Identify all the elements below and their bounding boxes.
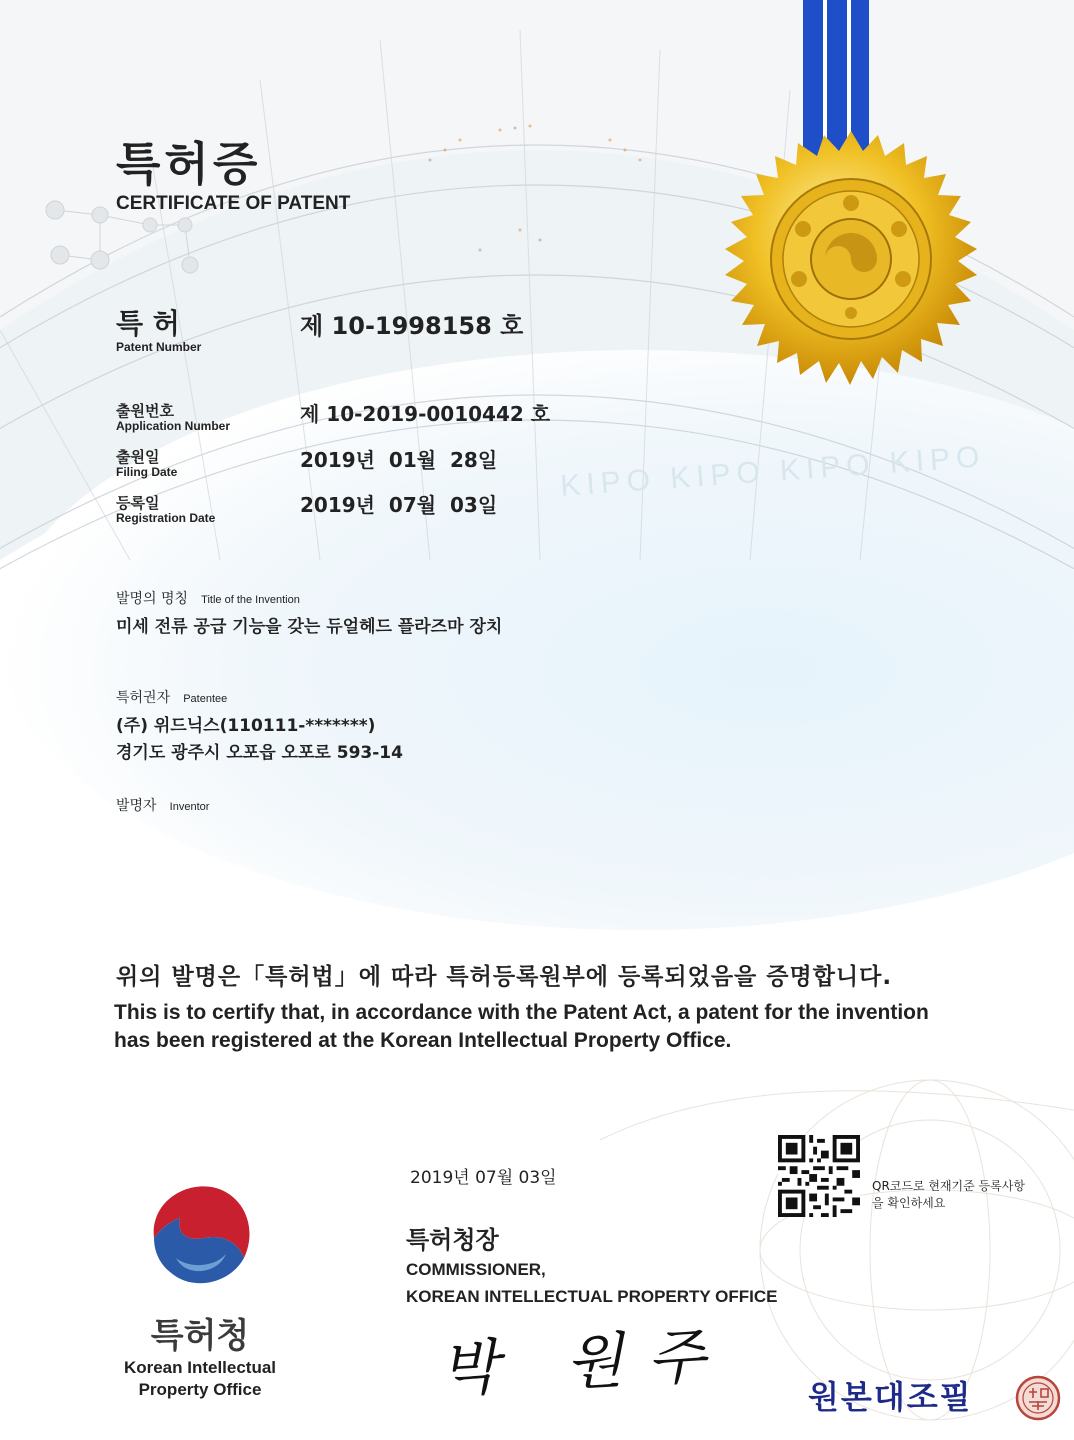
- watermark-kipo: KIPO KIPO KIPO KIPO: [559, 440, 987, 503]
- kipo-name-en-line1: Korean Intellectual: [123, 1358, 277, 1377]
- application-number-label-ko: 출원번호: [116, 402, 174, 420]
- registration-date-value: 2019년 07월 03일: [300, 493, 498, 517]
- issue-date: 2019년 07월 03일: [410, 1168, 557, 1188]
- certificate-title-en: CERTIFICATE OF PATENT: [116, 193, 351, 214]
- patentee-label: [116, 687, 227, 707]
- registration-date-label-en: Registration Date: [116, 511, 216, 525]
- certification-text-ko: 위의 발명은「특허법」에 따라 특허등록원부에 등록되었음을 증명합니다.: [116, 964, 893, 990]
- inventor-label-en: Inventor: [169, 801, 210, 813]
- commissioner-title-en-line1: COMMISSIONER,: [406, 1260, 546, 1279]
- invention-label: [116, 588, 300, 608]
- filing-date-label-ko: 출원일: [116, 448, 160, 466]
- kipo-logo-icon: [140, 1172, 264, 1296]
- invention-label-en: Title of the Invention: [201, 594, 300, 606]
- invention-label-ko: 발명의 명칭: [116, 591, 189, 607]
- patentee-label-en: Patentee: [183, 693, 228, 705]
- commissioner-signature: 박 원주: [438, 1320, 731, 1406]
- gold-seal-emblem: [722, 130, 980, 388]
- patentee-address: 경기도 광주시 오포읍 오포로 593-14: [116, 743, 403, 763]
- patent-number-label-ko: 특 허: [116, 307, 180, 340]
- certification-text-en-line1: This is to certify that, in accordance with the Patent Act, a patent for the invention: [114, 1001, 929, 1024]
- filing-date-label-en: Filing Date: [116, 465, 178, 479]
- invention-title-value: 미세 전류 공급 기능을 갖는 듀얼헤드 플라즈마 장치: [116, 617, 503, 637]
- red-seal-icon: [1014, 1374, 1062, 1422]
- certificate-title-ko: 특허증: [116, 137, 262, 191]
- patentee-name: (주) 위드닉스(110111-*******): [116, 716, 376, 736]
- kipo-name-en-line2: Property Office: [138, 1380, 262, 1399]
- certification-text-en-line2: has been registered at the Korean Intellectual Property Office.: [114, 1029, 732, 1052]
- original-copy-stamp-text: 원본대조필: [808, 1378, 973, 1416]
- application-number-label-en: Application Number: [116, 419, 231, 433]
- application-number-value: 제 10-2019-0010442 호: [300, 402, 551, 426]
- commissioner-title-en-line2: KOREAN INTELLECTUAL PROPERTY OFFICE: [406, 1287, 778, 1306]
- qr-code[interactable]: [778, 1135, 860, 1217]
- registration-date-label-ko: 등록일: [116, 494, 160, 512]
- commissioner-title-ko: 특허청장: [406, 1226, 499, 1254]
- inventor-label: [116, 795, 209, 815]
- patent-number-value: 제 10-1998158 호: [300, 312, 524, 340]
- filing-date-value: 2019년 01월 28일: [300, 448, 498, 472]
- patentee-label-ko: 특허권자: [116, 690, 171, 706]
- kipo-name-ko: 특허청: [150, 1316, 250, 1356]
- patent-number-label-en: Patent Number: [116, 340, 202, 354]
- inventor-label-ko: 발명자: [116, 798, 157, 814]
- qr-note: QR코드로 현재기준 등록사항을 확인하세요: [872, 1179, 1025, 1210]
